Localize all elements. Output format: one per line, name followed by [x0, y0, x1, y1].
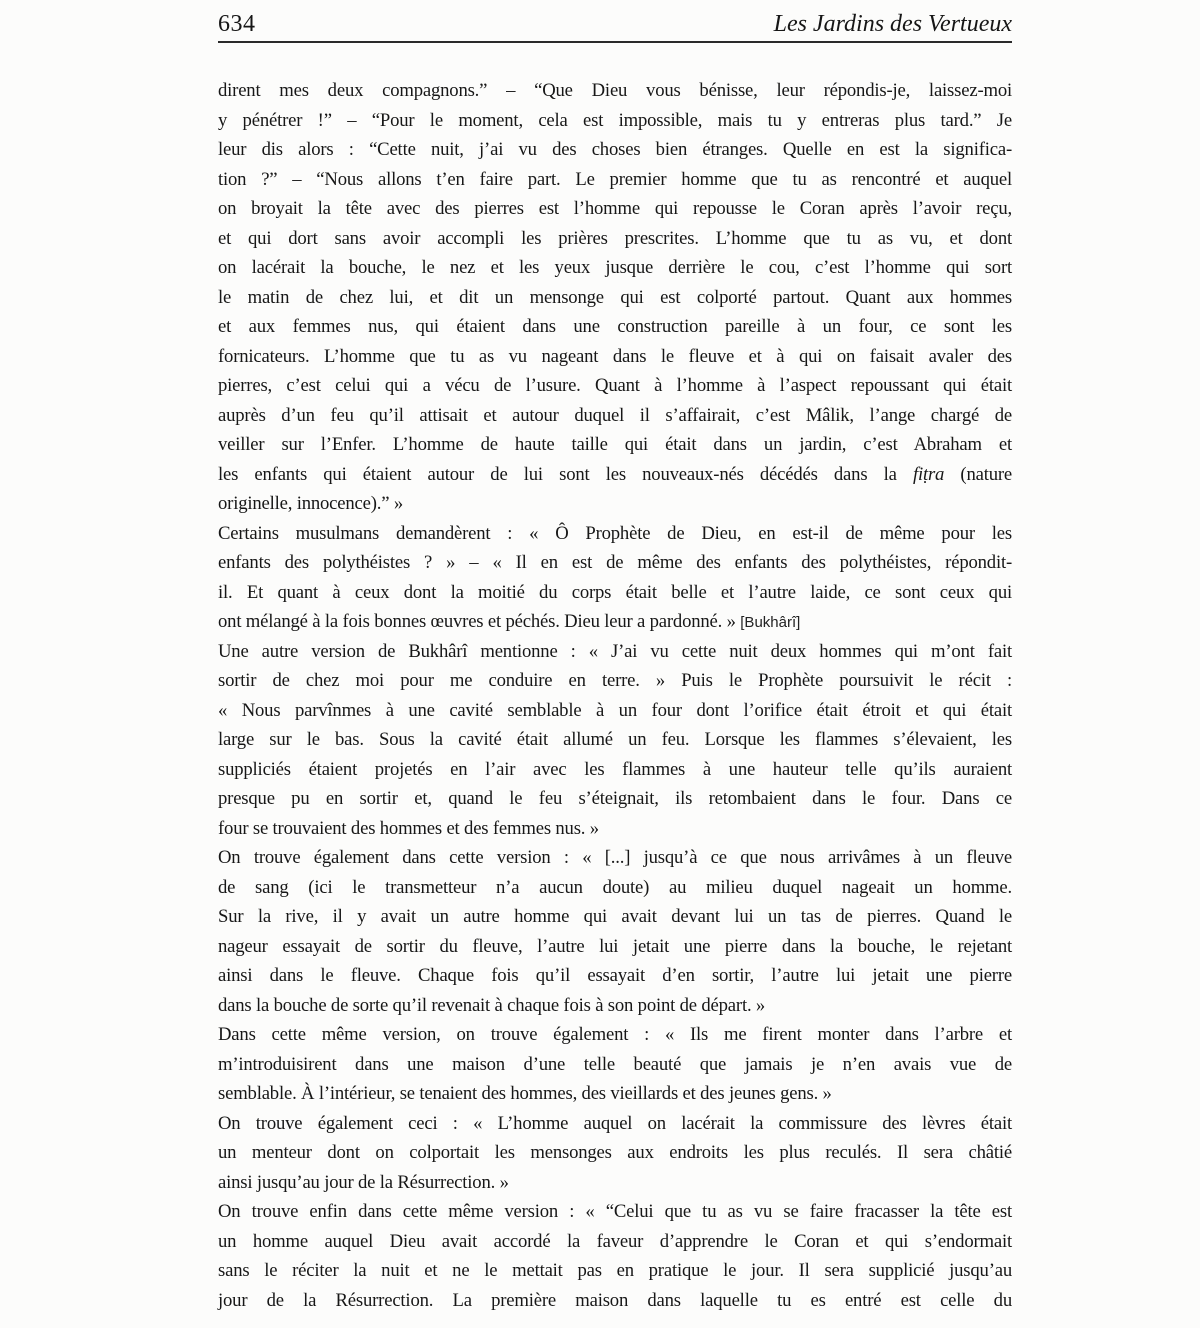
- text-line: [218, 607, 1012, 637]
- text-line: [218, 1286, 1012, 1316]
- source-citation: [Bukhârî]: [740, 614, 801, 631]
- text-run: four se trouvaient des hommes et des femmes nus. »: [218, 817, 599, 839]
- text-line: [218, 637, 1012, 667]
- text-line: [218, 725, 1012, 755]
- text-run: On trouve également dans cette version : « [...] jusqu’à ce que nous arrivâmes à un fleuve: [218, 847, 1012, 868]
- text-run: sans le réciter la nuit et ne le mettait pas en pratique le jour. Il sera supplicié jusqu’au: [218, 1260, 1012, 1281]
- text-run: tion ?” – “Nous allons t’en faire part. Le premier homme que tu as rencontré et auquel: [218, 168, 1012, 190]
- text-run: un menteur dont on colportait les mensonges aux endroits les plus reculés. Il sera châtié: [218, 1142, 1012, 1163]
- text-run: semblable. À l’intérieur, se tenaient des hommes, des vieillards et des jeunes gens. »: [218, 1083, 832, 1104]
- text-line: [218, 843, 1012, 873]
- text-line: [218, 755, 1012, 785]
- text-run: y pénétrer !” – “Pour le moment, cela est impossible, mais tu y entreras plus tard.” Je: [218, 109, 1012, 131]
- text-run: il. Et quant à ceux dont la moitié du corps était belle et l’autre laide, ce sont ceux qui: [218, 581, 1012, 603]
- page-header: [218, 10, 1012, 38]
- text-run: Certains musulmans demandèrent : « Ô Prophète de Dieu, en est-il de même pour les: [218, 522, 1012, 544]
- text-line: [218, 902, 1012, 932]
- text-run: on lacérait la bouche, le nez et les yeux jusque derrière le cou, c’est l’homme qui sort: [218, 257, 1012, 278]
- text-line: [218, 489, 1012, 519]
- text-line: [218, 961, 1012, 991]
- text-line: [218, 76, 1012, 106]
- text-line: [218, 460, 1012, 490]
- text-run: le matin de chez lui, et dit un mensonge qui est colporté partout. Quant aux hommes: [218, 286, 1012, 308]
- text-run: et qui dort sans avoir accompli les prières prescrites. L’homme que tu as vu, et dont: [218, 227, 1012, 249]
- text-line: [218, 106, 1012, 136]
- text-run: fornicateurs. L’homme que tu as vu nageant dans le fleuve et à qui on faisait avaler des: [218, 345, 1012, 367]
- text-line: [218, 1109, 1012, 1139]
- text-run: nageur essayait de sortir du fleuve, l’autre lui jetait une pierre dans la bouche, le rejetant: [218, 935, 1012, 957]
- text-line: [218, 873, 1012, 903]
- text-line: [218, 991, 1012, 1021]
- text-run: Une autre version de Bukhârî mentionne : « J’ai vu cette nuit deux hommes qui m’ont fait: [218, 640, 1012, 662]
- text-run: de sang (ici le transmetteur n’a aucun doute) au milieu duquel nageait un homme.: [218, 876, 1012, 898]
- text-run: auprès d’un feu qu’il attisait et autour duquel il s’affairait, c’est Mâlik, l’ange chargé de: [218, 404, 1012, 426]
- text-line: [218, 224, 1012, 254]
- text-run: jour de la Résurrection. La première maison dans laquelle tu es entré est celle du: [218, 1289, 1012, 1311]
- text-run: ont mélangé à la fois bonnes œuvres et péchés. Dieu leur a pardonné. »: [218, 611, 741, 632]
- text-run: suppliciés étaient projetés en l’air avec les flammes à une hauteur telle qu’ils auraient: [218, 758, 1012, 780]
- text-run: On trouve enfin dans cette même version : « “Celui que tu as vu se faire fracasser la tête est: [218, 1201, 1012, 1222]
- text-run: ainsi jusqu’au jour de la Résurrection. »: [218, 1171, 509, 1193]
- text-run: originelle, innocence).” »: [218, 493, 404, 514]
- text-line: [218, 342, 1012, 372]
- text-line: [218, 1168, 1012, 1198]
- text-run: Dans cette même version, on trouve également : « Ils me firent monter dans l’arbre et: [218, 1024, 1012, 1045]
- text-line: [218, 135, 1012, 165]
- text-line: [218, 1256, 1012, 1286]
- text-line: [218, 1020, 1012, 1050]
- running-title: Les Jardins des Vertueux: [773, 11, 1012, 37]
- text-line: [218, 1079, 1012, 1109]
- text-line: [218, 784, 1012, 814]
- book-page: [218, 0, 1012, 1315]
- text-run: On trouve également ceci : « L’homme auquel on lacérait la commissure des lèvres était: [218, 1112, 1012, 1134]
- text-line: [218, 253, 1012, 283]
- text-run: « Nous parvînmes à une cavité semblable à un four dont l’orifice était étroit et qui était: [218, 699, 1012, 721]
- text-run: leur dis alors : “Cette nuit, j’ai vu des choses bien étranges. Quelle en est la significa-: [218, 139, 1012, 160]
- text-line: [218, 666, 1012, 696]
- text-run: (nature: [944, 463, 1013, 485]
- text-line: [218, 1050, 1012, 1080]
- text-run: un homme auquel Dieu avait accordé la faveur d’apprendre le Coran et qui s’endormait: [218, 1230, 1012, 1252]
- text-line: [218, 430, 1012, 460]
- text-run: veiller sur l’Enfer. L’homme de haute taille qui était dans un jardin, c’est Abraham et: [218, 434, 1012, 455]
- text-run: sortir de chez moi pour me conduire en terre. » Puis le Prophète poursuivit le récit :: [218, 670, 1012, 691]
- text-run: m’introduisirent dans une maison d’une telle beauté que jamais je n’en avais vue de: [218, 1053, 1012, 1075]
- text-run: dirent mes deux compagnons.” – “Que Dieu vous bénisse, leur répondis-je, laissez-moi: [218, 80, 1012, 101]
- text-line: [218, 312, 1012, 342]
- body-text: [218, 76, 1012, 1315]
- header-rule: [218, 41, 1012, 43]
- text-run: large sur le bas. Sous la cavité était allumé un feu. Lorsque les flammes s’élevaient, les: [218, 729, 1012, 750]
- page-number: 634: [218, 11, 256, 37]
- text-run: enfants des polythéistes ? » – « Il en est de même des enfants des polythéistes, répondit-: [218, 552, 1012, 573]
- text-line: [218, 194, 1012, 224]
- text-line: [218, 1227, 1012, 1257]
- italic-term: fiṭra: [912, 463, 945, 485]
- text-run: presque pu en sortir et, quand le feu s’éteignait, ils retombaient dans le four. Dans ce: [218, 788, 1012, 809]
- text-line: [218, 1138, 1012, 1168]
- text-line: [218, 401, 1012, 431]
- text-run: Sur la rive, il y avait un autre homme qui avait devant lui un tas de pierres. Quand le: [218, 906, 1012, 927]
- text-run: dans la bouche de sorte qu’il revenait à chaque fois à son point de départ. »: [218, 994, 766, 1016]
- text-line: [218, 696, 1012, 726]
- text-line: [218, 932, 1012, 962]
- text-run: ainsi dans le fleuve. Chaque fois qu’il essayait d’en sortir, l’autre lui jetait une pierre: [218, 965, 1012, 986]
- text-line: [218, 548, 1012, 578]
- text-line: [218, 814, 1012, 844]
- text-line: [218, 578, 1012, 608]
- text-run: on broyait la tête avec des pierres est l’homme qui repousse le Coran après l’avoir reçu,: [218, 198, 1012, 219]
- text-line: [218, 283, 1012, 313]
- text-line: [218, 371, 1012, 401]
- text-line: [218, 519, 1012, 549]
- text-run: les enfants qui étaient autour de lui sont les nouveaux-nés décédés dans la: [218, 463, 913, 485]
- text-run: pierres, c’est celui qui a vécu de l’usure. Quant à l’homme à l’aspect repoussant qui était: [218, 375, 1012, 396]
- text-line: [218, 1197, 1012, 1227]
- text-line: [218, 165, 1012, 195]
- text-run: et aux femmes nus, qui étaient dans une construction pareille à un four, ce sont les: [218, 316, 1012, 337]
